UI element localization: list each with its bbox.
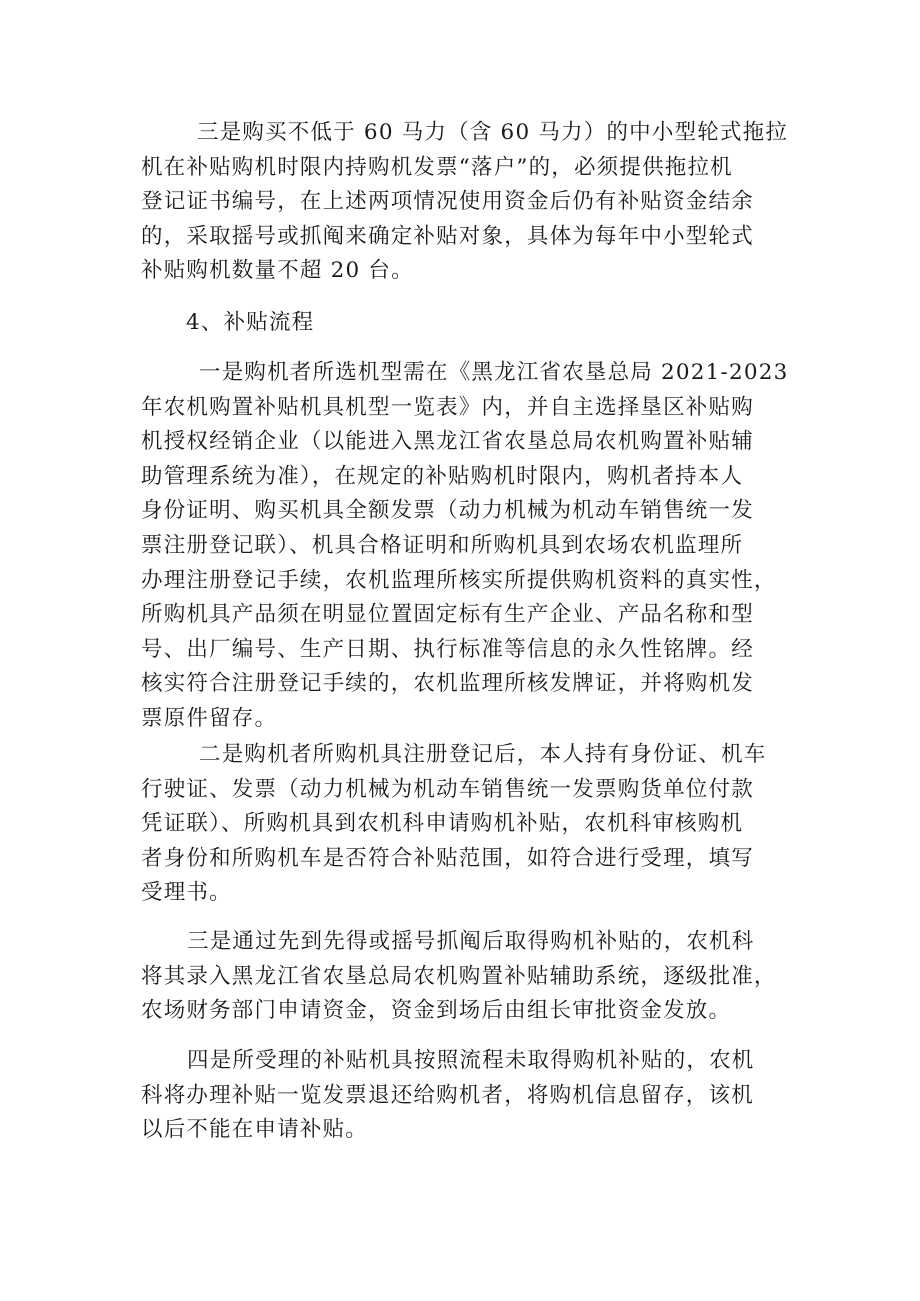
text-line: 凭证联）、所购机具到农机科申请购机补贴，农机科审核购机 [141, 811, 744, 837]
text-line: 四是所受理的补贴机具按照流程未取得购机补贴的，农机 [187, 1048, 755, 1073]
section-heading-text: 4、补贴流程 [186, 310, 315, 335]
text-line: 二是购机者所购机具注册登记后，本人持有身份证、机车 [199, 742, 767, 767]
text-line: 科将办理补贴一览发票退还给购机者，将购机信息留存，该机 [141, 1082, 754, 1108]
text-line: 机授权经销企业（以能进入黑龙江省农垦总局农机购置补贴辅 [141, 429, 754, 455]
text-line: 助管理系统为准），在规定的补贴购机时限内，购机者持本人 [141, 463, 744, 489]
text-line: 补贴购机数量不超 20 台。 [141, 258, 414, 284]
text-line: 所购机具产品须在明显位置固定标有生产企业、产品名称和型 [141, 602, 754, 628]
paragraph-step-two [141, 738, 791, 911]
text-line: 将其录入黑龙江省农垦总局农机购置补贴辅助系统，逐级批准， [141, 963, 777, 989]
text-line: 机在补贴购机时限内持购机发票“落户”的，必须提供拖拉机 [141, 154, 733, 180]
text-line: 行驶证、发票（动力机械为机动车销售统一发票购货单位付款 [141, 776, 754, 802]
text-line: 票原件留存。 [141, 705, 278, 731]
text-line: 受理书。 [141, 880, 232, 906]
paragraph-step-four [141, 1044, 791, 1148]
text-line: 办理注册登记手续，农机监理所核实所提供购机资料的真实性， [141, 567, 777, 593]
text-line: 三是购买不低于 60 马力（含 60 马力）的中小型轮式拖拉 [197, 120, 789, 145]
text-line: 登记证书编号，在上述两项情况使用资金后仍有补贴资金结余 [141, 189, 754, 215]
text-line: 一是购机者所选机型需在《黑龙江省农垦总局 2021-2023 [199, 360, 789, 385]
text-line: 以后不能在申请补贴。 [141, 1117, 369, 1143]
text-line: 的，采取摇号或抓阄来确定补贴对象，具体为每年中小型轮式 [141, 223, 754, 249]
text-line: 核实符合注册登记手续的，农机监理所核发牌证，并将购机发 [141, 671, 754, 697]
paragraph-step-one [141, 356, 791, 737]
section-heading [186, 306, 314, 341]
text-line: 者身份和所购机车是否符合补贴范围，如符合进行受理，填写 [141, 845, 754, 871]
text-line: 年农机购置补贴机具机型一览表》内，并自主选择垦区补贴购 [141, 394, 754, 420]
paragraph-tractor-subsidy [141, 116, 791, 289]
text-line: 身份证明、购买机具全额发票（动力机械为机动车销售统一发 [141, 498, 754, 524]
paragraph-step-three [141, 925, 791, 1029]
text-line: 农场财务部门申请资金，资金到场后由组长审批资金发放。 [141, 998, 732, 1024]
text-line: 号、出厂编号、生产日期、执行标准等信息的永久性铭牌。经 [141, 636, 754, 662]
text-line: 票注册登记联）、机具合格证明和所购机具到农场农机监理所 [141, 532, 744, 558]
text-line: 三是通过先到先得或摇号抓阄后取得购机补贴的，农机科 [187, 929, 755, 954]
